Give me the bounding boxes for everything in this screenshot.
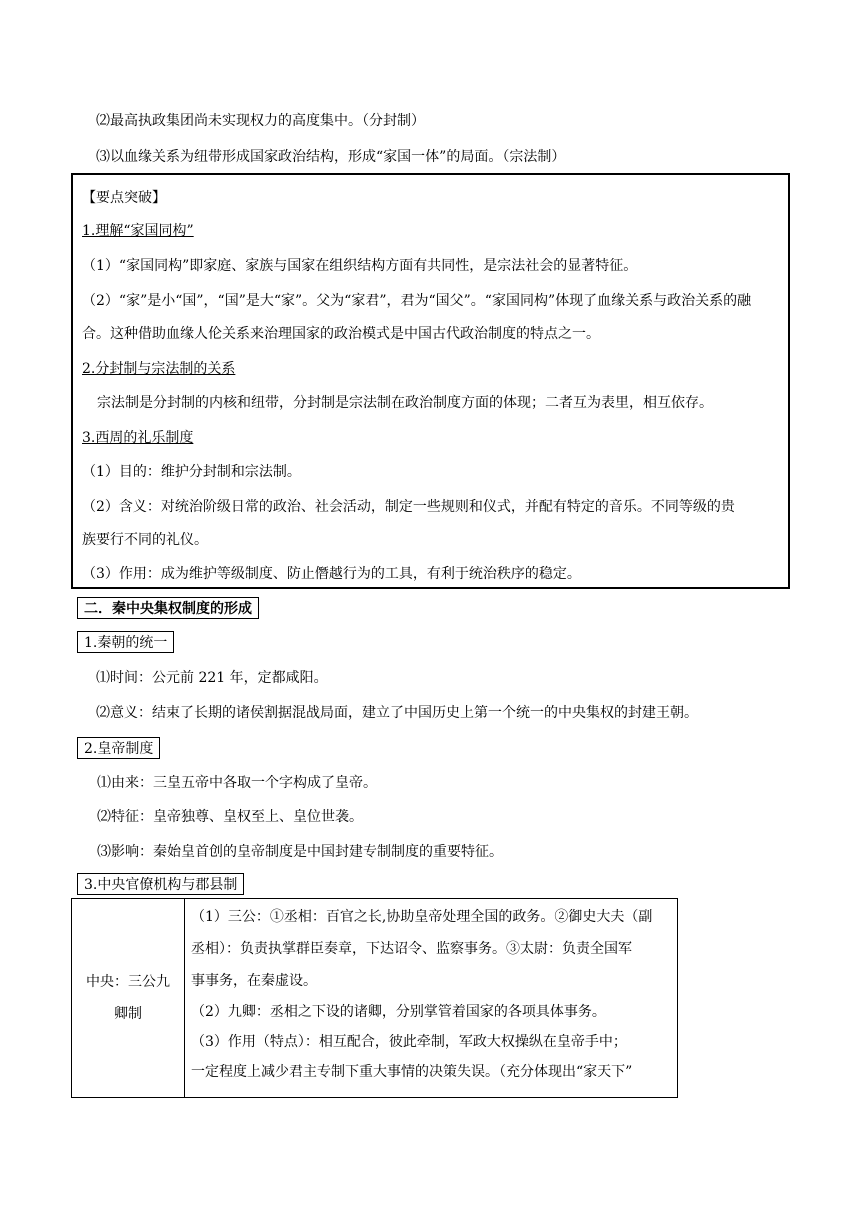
cell-text: 中央：三公九 xyxy=(86,974,170,990)
cell-text: 卿制 xyxy=(114,1006,142,1022)
paragraph-line: ⑴由来：三皇五帝中各取一个字构成了皇帝。 xyxy=(97,775,377,791)
subsection-title: 2.皇帝制度 xyxy=(77,737,160,759)
paragraph-line: （2）“家”是小“国”，“国”是大“家”。父为“家君”，君为“国父”。“家国同构”体现了血缘关系与政治关系的融 xyxy=(82,293,752,309)
table-cell-category xyxy=(72,899,185,1098)
paragraph-line: ⑶影响：秦始皇首创的皇帝制度是中国封建专制制度的重要特征。 xyxy=(97,844,503,860)
cell-text: 事事务，在秦虚设。 xyxy=(191,973,317,989)
paragraph-line: （1）目的：维护分封制和宗法制。 xyxy=(82,464,301,480)
section-heading: 2.分封制与宗法制的关系 xyxy=(82,361,236,377)
paragraph-line: ⑵特征：皇帝独尊、皇权至上、皇位世袭。 xyxy=(97,809,363,825)
table-cell-content xyxy=(185,899,678,1098)
paragraph-line: ⑵意义：结束了长期的诸侯割据混战局面，建立了中国历史上第一个统一的中央集权的封建王朝。 xyxy=(96,705,698,721)
key-points-box xyxy=(71,173,790,589)
paragraph-line: （1）“家国同构”即家庭、家族与国家在组织结构方面有共同性，是宗法社会的显著特征。 xyxy=(82,258,638,274)
section-heading: 1.理解“家国同构” xyxy=(82,223,194,239)
cell-text: （2）九卿：丞相之下设的诸卿，分别掌管着国家的各项具体事务。 xyxy=(191,1004,606,1020)
paragraph-line: ⑶以血缘关系为纽带形成国家政治结构，形成“家国一体”的局面。（宗法制） xyxy=(96,149,566,165)
cell-text: （3）作用（特点）：相互配合，彼此牵制，军政大权操纵在皇帝手中； xyxy=(191,1034,627,1050)
subsection-title: 1.秦朝的统一 xyxy=(77,631,174,653)
section-heading: 3.西周的礼乐制度 xyxy=(82,430,194,446)
paragraph-line: ⑴时间：公元前 221 年，定都咸阳。 xyxy=(96,670,328,686)
box-header: 【要点突破】 xyxy=(82,190,166,206)
cell-text: 丞相）：负责执掌群臣奏章，下达诏令、监察事务。③太尉：负责全国军 xyxy=(191,941,632,957)
table-row xyxy=(72,899,678,1098)
officials-table xyxy=(71,898,678,1098)
subsection-title: 3.中央官僚机构与郡县制 xyxy=(77,873,244,895)
paragraph-line: 族要行不同的礼仪。 xyxy=(82,532,208,548)
paragraph-line: （3）作用：成为维护等级制度、防止僭越行为的工具，有利于统治秩序的稳定。 xyxy=(82,566,581,582)
section-title: 二．秦中央集权制度的形成 xyxy=(77,597,259,619)
cell-text: 一定程度上减少君主专制下重大事情的决策失误。（充分体现出“家天下” xyxy=(191,1064,633,1080)
cell-text: （1）三公：①丞相：百官之长,协助皇帝处理全国的政务。②御史大夫（副 xyxy=(191,909,653,925)
paragraph-line: ⑵最高执政集团尚未实现权力的高度集中。（分封制） xyxy=(96,113,425,129)
paragraph-line: 宗法制是分封制的内核和纽带，分封制是宗法制在政治制度方面的体现；二者互为表里，相互依存。 xyxy=(97,395,713,411)
paragraph-line: 合。这种借助血缘人伦关系来治理国家的政治模式是中国古代政治制度的特点之一。 xyxy=(82,326,600,342)
paragraph-line: （2）含义：对统治阶级日常的政治、社会活动，制定一些规则和仪式，并配有特定的音乐。不同等级的贵 xyxy=(82,499,735,515)
